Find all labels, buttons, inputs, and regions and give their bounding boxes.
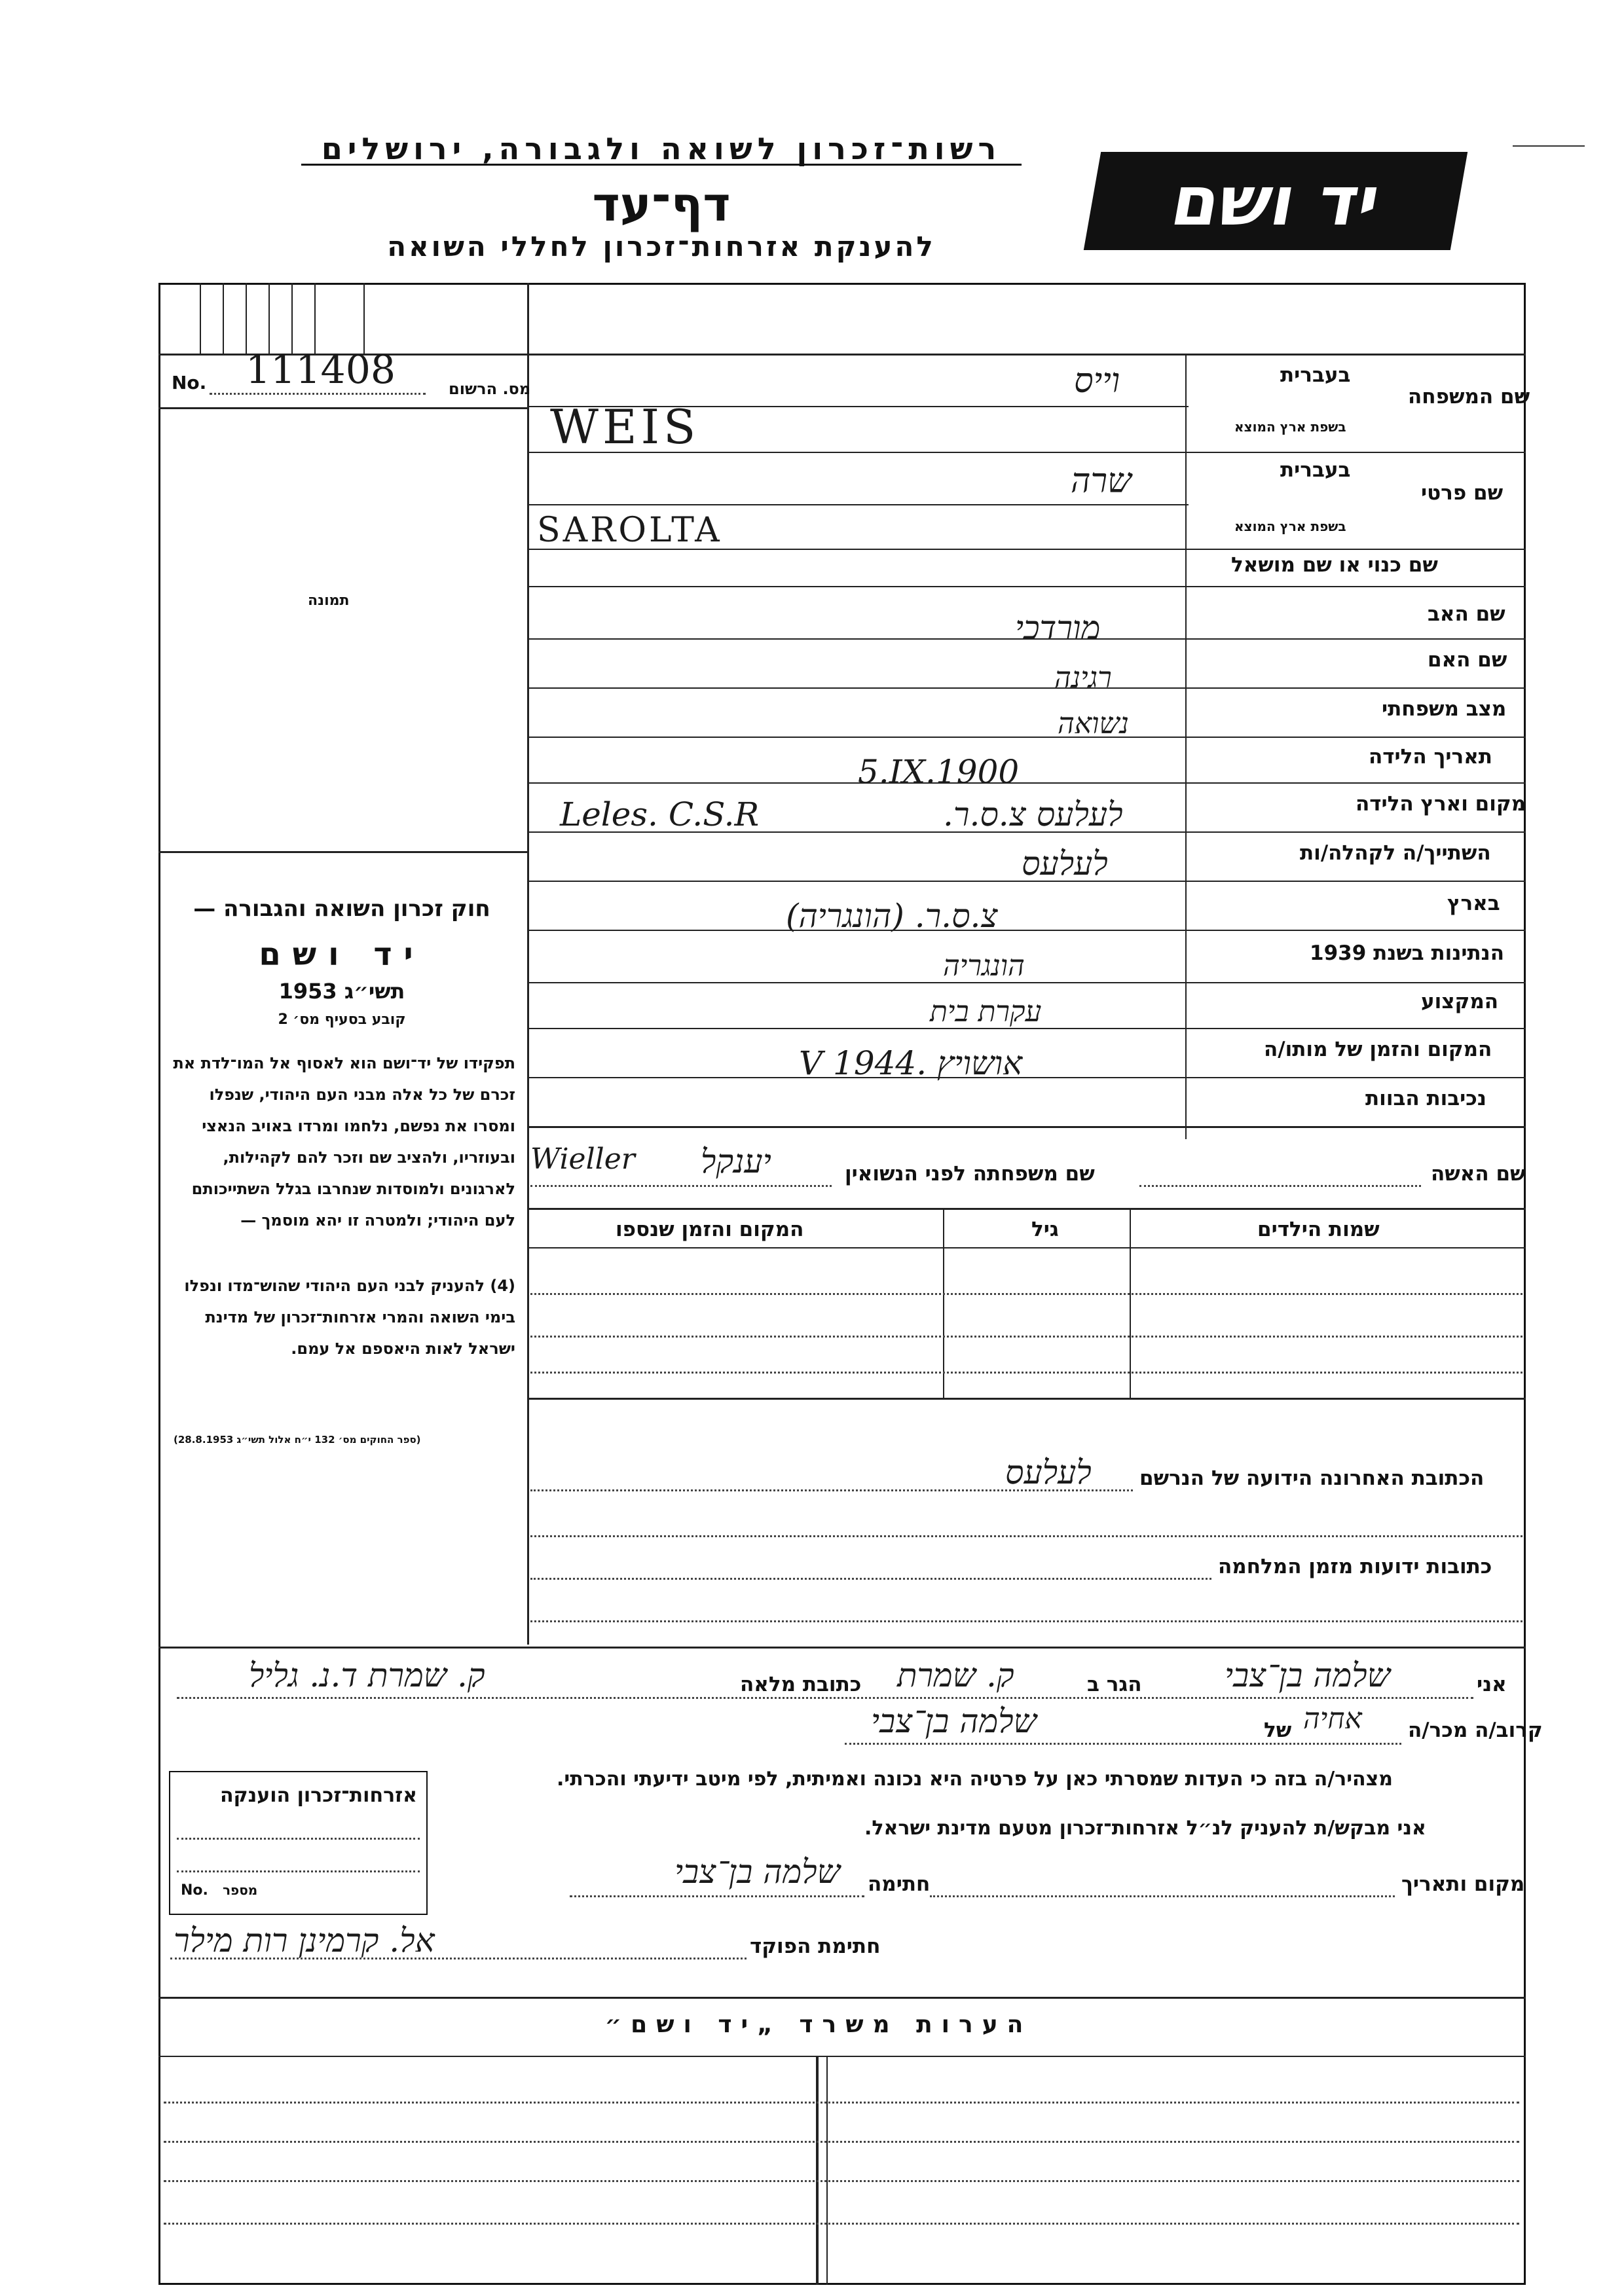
relation-value: אחיה [1303,1702,1362,1736]
death-value: אושויץ .V 1944 [799,1044,1023,1082]
profession-value: עקרת בית [930,995,1042,1029]
wife-value: יענקל [701,1142,771,1180]
address-line [530,1535,1522,1537]
law-body-clause-4: (4) להעניק לבני העם היהודי שהוש־מדו ונפלו בימי השואה והמרי אזרחות־זכרון של מדינת ישראל לאות היאספם אל עמם. [184,1277,515,1358]
form-subtitle: להענקת אזרחות־זכרון לחללי השואה [387,230,936,263]
row-line [527,1208,1526,1210]
maiden-name-label: שם משפחתה לפני הנשואין [845,1162,1095,1186]
label-column-divider [1185,354,1187,1139]
photo-box-top [158,407,527,409]
yad-vashem-logo [1084,152,1467,250]
last-address-label: הכתובת האחרונה הידועה של הנרשם [1139,1467,1485,1490]
registration-no-label: No. [172,372,207,393]
witness-name: שלמה בן־צבי [1225,1656,1391,1694]
country-label: בארץ [1447,892,1500,915]
strip-cell [223,283,224,354]
remarks-header-line [158,2056,1526,2057]
birth-place-origin: Leles. C.S.R [560,795,760,833]
request-text: אני מבקש/ת להעניק לנ״ל אזרחות־זכרון מטעם מדינת ישראל. [864,1817,1426,1840]
strip-cell [291,283,293,354]
signature-line [570,1895,864,1897]
maiden-name-value: Wieller [530,1142,635,1176]
row-line [527,687,1526,689]
children-header-line [527,1247,1526,1248]
maiden-line [530,1185,832,1187]
country-value: צ.ס.ר. (הונגריה) [786,897,998,935]
office-remarks-label: הערות משרד „יד ושם״ [604,2011,1033,2038]
left-column-divider [527,283,529,1645]
resident-label: הגר ב [1087,1673,1142,1696]
witness-line [177,1697,1473,1699]
row-line [527,549,1526,550]
children-col-divider [943,1208,944,1398]
birth-place-label: מקום וארץ הלידה [1356,792,1526,816]
citizenship-line [177,1838,420,1840]
row-line [527,831,1526,833]
law-body: תפקידו של יד־ושם הוא לאסוף אל המו־לדת את זכרם של כל אלה מבני העם היהודי, שנפלו ומסרו את נפשם, נלחמו ומרדו באויב הנאצי ובעוזריו, ולהציב שם וזכר להם לקהילות, לארגונים ולמוסדות שנחרבו בגלל השתייכותם לעם היהודי; ולמטרה זו יהא מוסמך — [173,1054,515,1230]
law-name: יד ושם [259,936,425,973]
origin-lang-label-2: בשפת ארץ המוצא [1234,519,1346,534]
row-line [527,586,1526,587]
children-row [530,1336,1522,1338]
remarks-line [164,2180,1519,2182]
form-title: דף־עד [592,177,731,232]
children-col-divider [1130,1208,1131,1398]
citizenship-granted-box [169,1771,428,1915]
marital-status-label: מצב משפחתי [1382,697,1507,721]
first-name-label: שם פרטי [1421,481,1504,505]
strip-cell [200,283,201,354]
row-line [527,1126,1526,1128]
row-line [527,452,1526,453]
registration-label: מס. הרשום [449,380,531,398]
row-line [527,881,1526,882]
marital-status-value: נשואה [1058,707,1129,740]
nickname-label: שם כנוי או שם מושאל [1231,553,1438,577]
mother-name: רגינה [1054,661,1112,695]
witness-i-label: אני [1477,1673,1507,1696]
remarks-divider [816,2056,819,2285]
strip-cell [268,283,270,354]
community-label: השתייך/ה לקהלה/ות [1300,841,1491,865]
logo-text: יד ושם [1165,161,1386,241]
child-death-header: המקום והזמן שנספו [616,1218,804,1241]
citizenship-1939-label: הנתינות בשנת 1939 [1310,941,1505,965]
corner-mark [1513,145,1585,147]
children-row [530,1372,1522,1374]
row-line [527,1077,1526,1078]
authority-underline [301,164,1022,166]
family-name-label: שם המשפחה [1408,385,1530,409]
resident-value: ק. שמרת [897,1656,1014,1694]
citizenship-line [177,1870,420,1872]
remarks-divider [826,2056,828,2285]
family-name-hebrew: וייס [1074,361,1120,401]
registration-number-line [210,393,426,395]
first-name-origin: SAROLTA [537,511,722,550]
wife-label: שם האשה [1431,1162,1526,1186]
in-hebrew-label: בעברית [1280,363,1351,387]
father-name: מורדכי [1015,609,1101,647]
officer-signature: אל. קרמינן רות מילר [174,1922,435,1959]
strip-cell [246,283,247,354]
citizenship-number-label: מספר [223,1882,258,1898]
citizenship-1939-value: הונגריה [943,949,1025,983]
strip-cell [314,283,316,354]
mother-label: שם האם [1428,648,1507,672]
father-label: שם האב [1428,602,1505,626]
wife-line [1139,1185,1421,1187]
section-divider [158,1647,1526,1649]
in-hebrew-label-2: בעברית [1280,458,1351,482]
law-title: חוק זכרון השואה והגבורה — [193,896,490,922]
officer-line [170,1958,747,1959]
war-addresses-label: כתובות ידועות מזמן המלחמה [1218,1555,1492,1578]
birth-date-label: תאריך הלידה [1369,745,1492,769]
officer-signature-label: חתימת הפוקד [750,1935,881,1958]
place-date-line [930,1895,1395,1897]
row-line [527,930,1526,931]
remarks-line [164,2223,1519,2225]
address-value: ק. שמרת ד.נ. גליל [249,1656,485,1694]
signature-label: חתימה [868,1872,931,1896]
of-label: של [1264,1719,1292,1742]
row-line [527,504,1189,505]
last-address-line [530,1489,1133,1491]
children-row [530,1293,1522,1295]
community-value: לעלעס [1022,845,1108,883]
profession-label: המקצוע [1421,990,1499,1013]
row-line [527,1028,1526,1029]
remarks-top [158,1997,1526,1999]
law-source: (ספר החוקים מס׳ 132 י״ח אלול תשי״ג 28.8.1953) [174,1434,421,1446]
citizenship-granted-title: אזרחות־זכרון הוענקה [219,1784,417,1807]
birth-place-value: לעלעס צ.ס.ר. [943,795,1123,833]
remarks-line [164,2141,1519,2143]
place-date-label: מקום ותאריך [1401,1872,1525,1896]
rights-label: נכיבות הבוות [1365,1087,1486,1110]
family-name-origin: WEIS [550,399,700,454]
war-address-line [530,1620,1522,1622]
declaration-text: מצהיר/ה בזה כי העדות שמסרתי כאן על פרטיה היא נכונה ואמיתית, לפי מיטב ידיעתי והכרתי. [557,1768,1393,1791]
row-line [527,737,1526,738]
origin-lang-label: בשפת ארץ המוצא [1234,419,1346,435]
of-value: שלמה בן־צבי [871,1702,1037,1740]
death-label: המקום והזמן של מותו/ה [1264,1038,1492,1061]
address-label: כתובת מלאה [740,1673,862,1696]
photo-label: תמונה [308,592,350,609]
birth-date-value: 5.IX.1900 [858,753,1020,791]
relation-label: קרוב/ה מכר/ה [1408,1719,1543,1742]
authority-title: רשות־זכרון לשואה ולגבורה, ירושלים [321,131,1002,166]
citizenship-no-label: No. [181,1882,208,1899]
remarks-line [164,2102,1519,2104]
registration-number: 111408 [246,347,396,393]
witness-signature: שלמה בן־צבי [674,1853,841,1891]
row-line [527,982,1526,983]
strip-cell [363,283,365,354]
war-address-line [530,1578,1211,1580]
age-header: גיל [1031,1218,1059,1241]
law-clause: קובע בסעיף מס׳ 2 [278,1011,406,1028]
photo-box-bottom [158,851,527,853]
law-year: תשי״ג 1953 [278,979,405,1004]
row-line [527,1398,1526,1400]
row-line [527,782,1526,784]
first-name-hebrew: שרה [1071,462,1132,501]
row-line [527,638,1526,640]
relation-line [845,1743,1401,1745]
children-names-header: שמות הילדים [1257,1218,1380,1241]
last-address-value: לעלעס [1005,1453,1092,1491]
